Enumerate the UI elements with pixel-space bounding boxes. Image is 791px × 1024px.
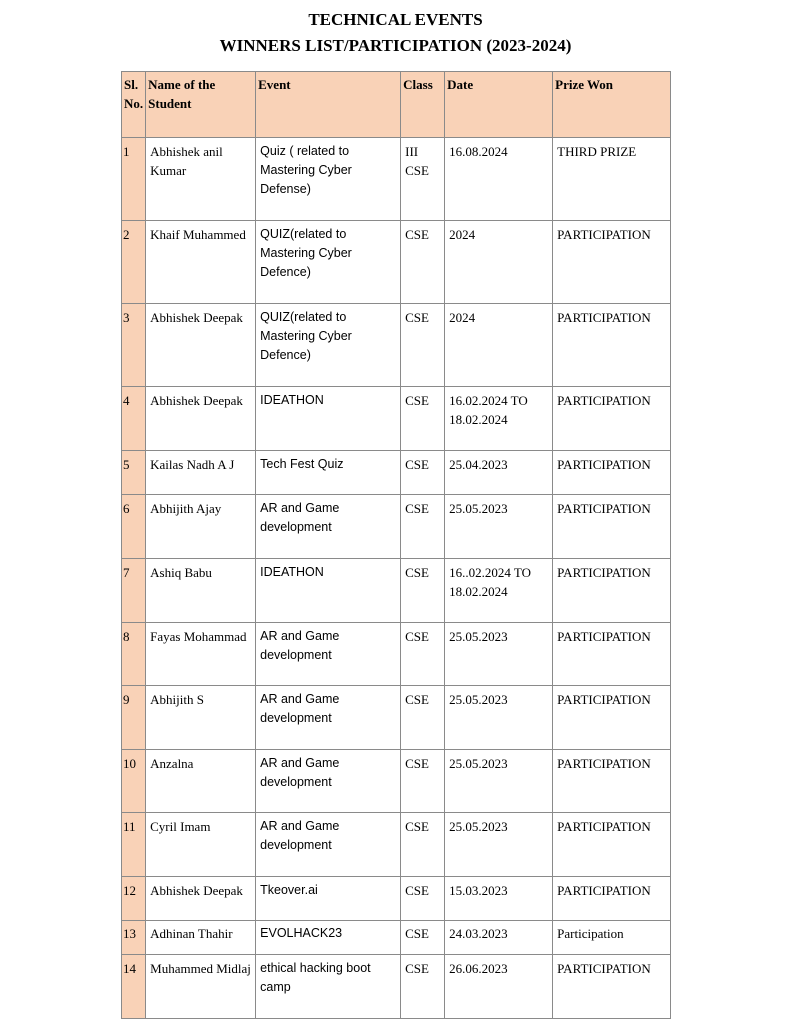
cell-date: 15.03.2023 [445,877,553,921]
table-row [122,495,671,559]
cell-class: CSE [401,304,445,387]
table-row [122,451,671,495]
cell-prize-won: PARTICIPATION [553,495,671,559]
table-row [122,955,671,1019]
table-row [122,877,671,921]
cell-event: QUIZ(related to Mastering Cyber Defence) [256,221,401,304]
cell-student-name: Adhinan Thahir [146,921,256,955]
cell-student-name: Anzalna [146,750,256,813]
cell-student-name: Abhishek Deepak [146,387,256,451]
cell-event: AR and Game development [256,813,401,877]
cell-prize-won: PARTICIPATION [553,221,671,304]
cell-student-name: Abhishek Deepak [146,304,256,387]
cell-date: 25.05.2023 [445,750,553,813]
cell-student-name: Kailas Nadh A J [146,451,256,495]
cell-student-name: Abhijith S [146,686,256,750]
cell-prize-won: PARTICIPATION [553,813,671,877]
cell-class: CSE [401,451,445,495]
cell-sl-no: 8 [122,623,146,686]
table-row [122,813,671,877]
cell-student-name: Khaif Muhammed [146,221,256,304]
cell-sl-no: 10 [122,750,146,813]
cell-event: AR and Game development [256,495,401,559]
cell-date: 16.08.2024 [445,138,553,221]
table-row [122,686,671,750]
cell-date: 25.05.2023 [445,813,553,877]
winners-table [121,71,671,1019]
table-row [122,304,671,387]
header-sl-no: Sl. No. [122,72,146,138]
document-title: TECHNICAL EVENTS [308,10,483,29]
table-row [122,138,671,221]
cell-student-name: Abhishek anil Kumar [146,138,256,221]
cell-prize-won: PARTICIPATION [553,955,671,1019]
cell-event: ethical hacking boot camp [256,955,401,1019]
cell-student-name: Abhijith Ajay [146,495,256,559]
header-student-name: Name of the Student [146,72,256,138]
cell-sl-no: 5 [122,451,146,495]
cell-class: CSE [401,387,445,451]
header-prize-won: Prize Won [553,72,671,138]
cell-date: 2024 [445,221,553,304]
table-row [122,221,671,304]
table-body [122,138,671,1019]
table-header-row [122,72,671,138]
cell-sl-no: 1 [122,138,146,221]
cell-date: 25.05.2023 [445,495,553,559]
cell-class: CSE [401,686,445,750]
cell-sl-no: 14 [122,955,146,1019]
cell-date: 25.04.2023 [445,451,553,495]
cell-class: CSE [401,221,445,304]
header-class: Class [401,72,445,138]
cell-date: 26.06.2023 [445,955,553,1019]
cell-date: 16..02.2024 TO 18.02.2024 [445,559,553,623]
table-row [122,750,671,813]
document-subtitle: WINNERS LIST/PARTICIPATION (2023-2024) [219,36,572,55]
cell-event: Quiz ( related to Mastering Cyber Defense) [256,138,401,221]
cell-class: CSE [401,559,445,623]
cell-date: 2024 [445,304,553,387]
cell-prize-won: PARTICIPATION [553,623,671,686]
cell-class: CSE [401,623,445,686]
cell-class: CSE [401,813,445,877]
cell-prize-won: PARTICIPATION [553,387,671,451]
cell-event: IDEATHON [256,387,401,451]
cell-prize-won: PARTICIPATION [553,304,671,387]
cell-sl-no: 6 [122,495,146,559]
cell-event: IDEATHON [256,559,401,623]
cell-class: CSE [401,955,445,1019]
cell-prize-won: PARTICIPATION [553,559,671,623]
cell-date: 24.03.2023 [445,921,553,955]
cell-student-name: Fayas Mohammad [146,623,256,686]
cell-prize-won: PARTICIPATION [553,750,671,813]
cell-sl-no: 9 [122,686,146,750]
cell-prize-won: PARTICIPATION [553,451,671,495]
cell-sl-no: 3 [122,304,146,387]
cell-sl-no: 13 [122,921,146,955]
table-row [122,559,671,623]
cell-event: QUIZ(related to Mastering Cyber Defence) [256,304,401,387]
cell-event: EVOLHACK23 [256,921,401,955]
table-row [122,387,671,451]
table-row [122,623,671,686]
cell-prize-won: PARTICIPATION [553,877,671,921]
cell-date: 25.05.2023 [445,686,553,750]
cell-student-name: Cyril Imam [146,813,256,877]
cell-sl-no: 2 [122,221,146,304]
header-date: Date [445,72,553,138]
cell-class: III CSE [401,138,445,221]
cell-class: CSE [401,750,445,813]
cell-prize-won: PARTICIPATION [553,686,671,750]
table-row [122,921,671,955]
cell-event: AR and Game development [256,623,401,686]
cell-sl-no: 12 [122,877,146,921]
cell-event: Tkeover.ai [256,877,401,921]
cell-event: AR and Game development [256,750,401,813]
cell-class: CSE [401,877,445,921]
cell-event: Tech Fest Quiz [256,451,401,495]
cell-sl-no: 4 [122,387,146,451]
cell-sl-no: 7 [122,559,146,623]
header-event: Event [256,72,401,138]
cell-student-name: Ashiq Babu [146,559,256,623]
cell-class: CSE [401,495,445,559]
cell-prize-won: THIRD PRIZE [553,138,671,221]
cell-student-name: Muhammed Midlaj [146,955,256,1019]
cell-date: 16.02.2024 TO 18.02.2024 [445,387,553,451]
cell-student-name: Abhishek Deepak [146,877,256,921]
cell-sl-no: 11 [122,813,146,877]
cell-prize-won: Participation [553,921,671,955]
cell-event: AR and Game development [256,686,401,750]
cell-date: 25.05.2023 [445,623,553,686]
cell-class: CSE [401,921,445,955]
